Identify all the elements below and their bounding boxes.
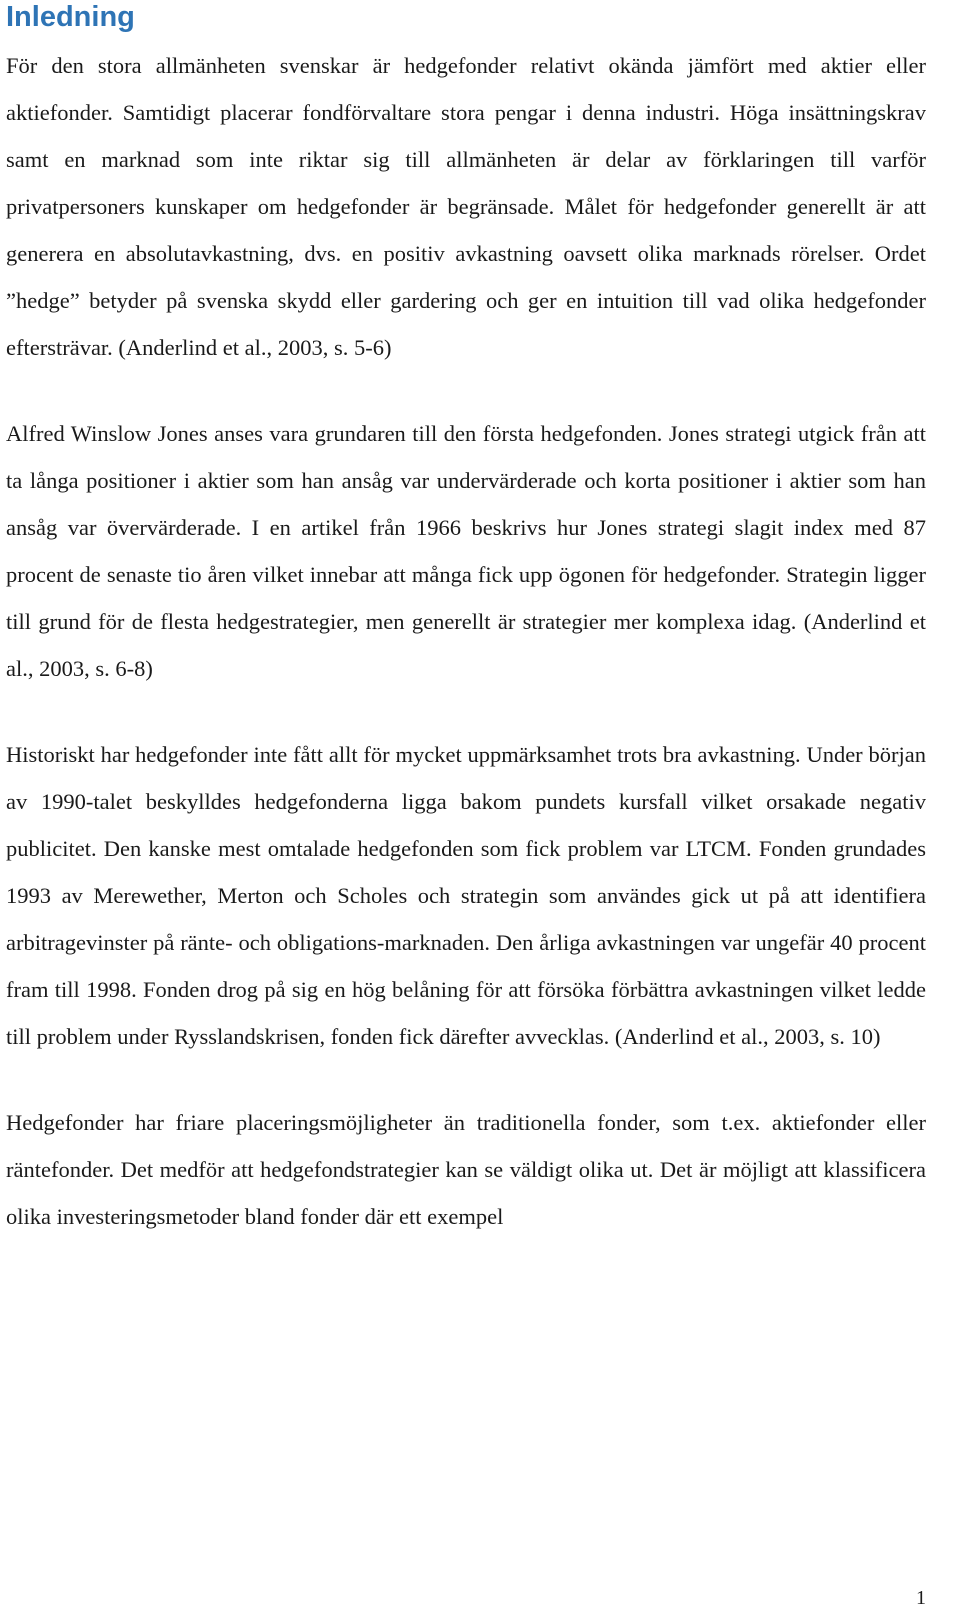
section-heading: Inledning bbox=[6, 1, 135, 33]
page-number: 1 bbox=[916, 1587, 926, 1609]
document-page bbox=[6, 0, 926, 1240]
paragraph-4: Hedgefonder har friare placeringsmöjligheter än traditionella fonder, som t.ex. aktiefonder eller räntefonder. Det medför att hedgefondstrategier kan se väldigt olika ut. Det är möjligt att klassificera olika investeringsmetoder bland fonder där ett exempel bbox=[6, 1110, 926, 1229]
paragraph-1: För den stora allmänheten svenskar är hedgefonder relativt okända jämfört med aktier eller aktiefonder. Samtidigt placerar fondförvaltare stora pengar i denna industri. Höga insättningskrav samt en marknad som inte riktar sig till allmänheten är delar av förklaringen till varför privatpersoners kunskaper om hedgefonder är begränsade. Målet för hedgefonder generellt är att generera en absolutavkastning, dvs. en positiv avkastning oavsett olika marknads rörelser. Ordet ”hedge” betyder på svenska skydd eller gardering och ger en intuition till vad olika hedgefonder eftersträvar. (Anderlind et al., 2003, s. 5-6) bbox=[6, 53, 926, 360]
paragraph-2: Alfred Winslow Jones anses vara grundaren till den första hedgefonden. Jones strategi utgick från att ta långa positioner i aktier som han ansåg var undervärderade och korta positioner i aktier som han ansåg var övervärderade. I en artikel från 1966 beskrivs hur Jones strategi slagit index med 87 procent de senaste tio åren vilket innebar att många fick upp ögonen för hedgefonder. Strategin ligger till grund för de flesta hedgestrategier, men generellt är strategier mer komplexa idag. (Anderlind et al., 2003, s. 6-8) bbox=[6, 421, 926, 681]
paragraph-3: Historiskt har hedgefonder inte fått allt för mycket uppmärksamhet trots bra avkastning. Under början av 1990-talet beskylldes hedgefonderna ligga bakom pundets kursfall vilket orsakade negativ publicitet. Den kanske mest omtalade hedgefonden som fick problem var LTCM. Fonden grundades 1993 av Merewether, Merton och Scholes och strategin som användes gick ut på att identifiera arbitragevinster på ränte- och obligations-marknaden. Den årliga avkastningen var ungefär 40 procent fram till 1998. Fonden drog på sig en hög belåning för att försöka förbättra avkastningen vilket ledde till problem under Rysslandskrisen, fonden fick därefter avvecklas. (Anderlind et al., 2003, s. 10) bbox=[6, 742, 926, 1049]
